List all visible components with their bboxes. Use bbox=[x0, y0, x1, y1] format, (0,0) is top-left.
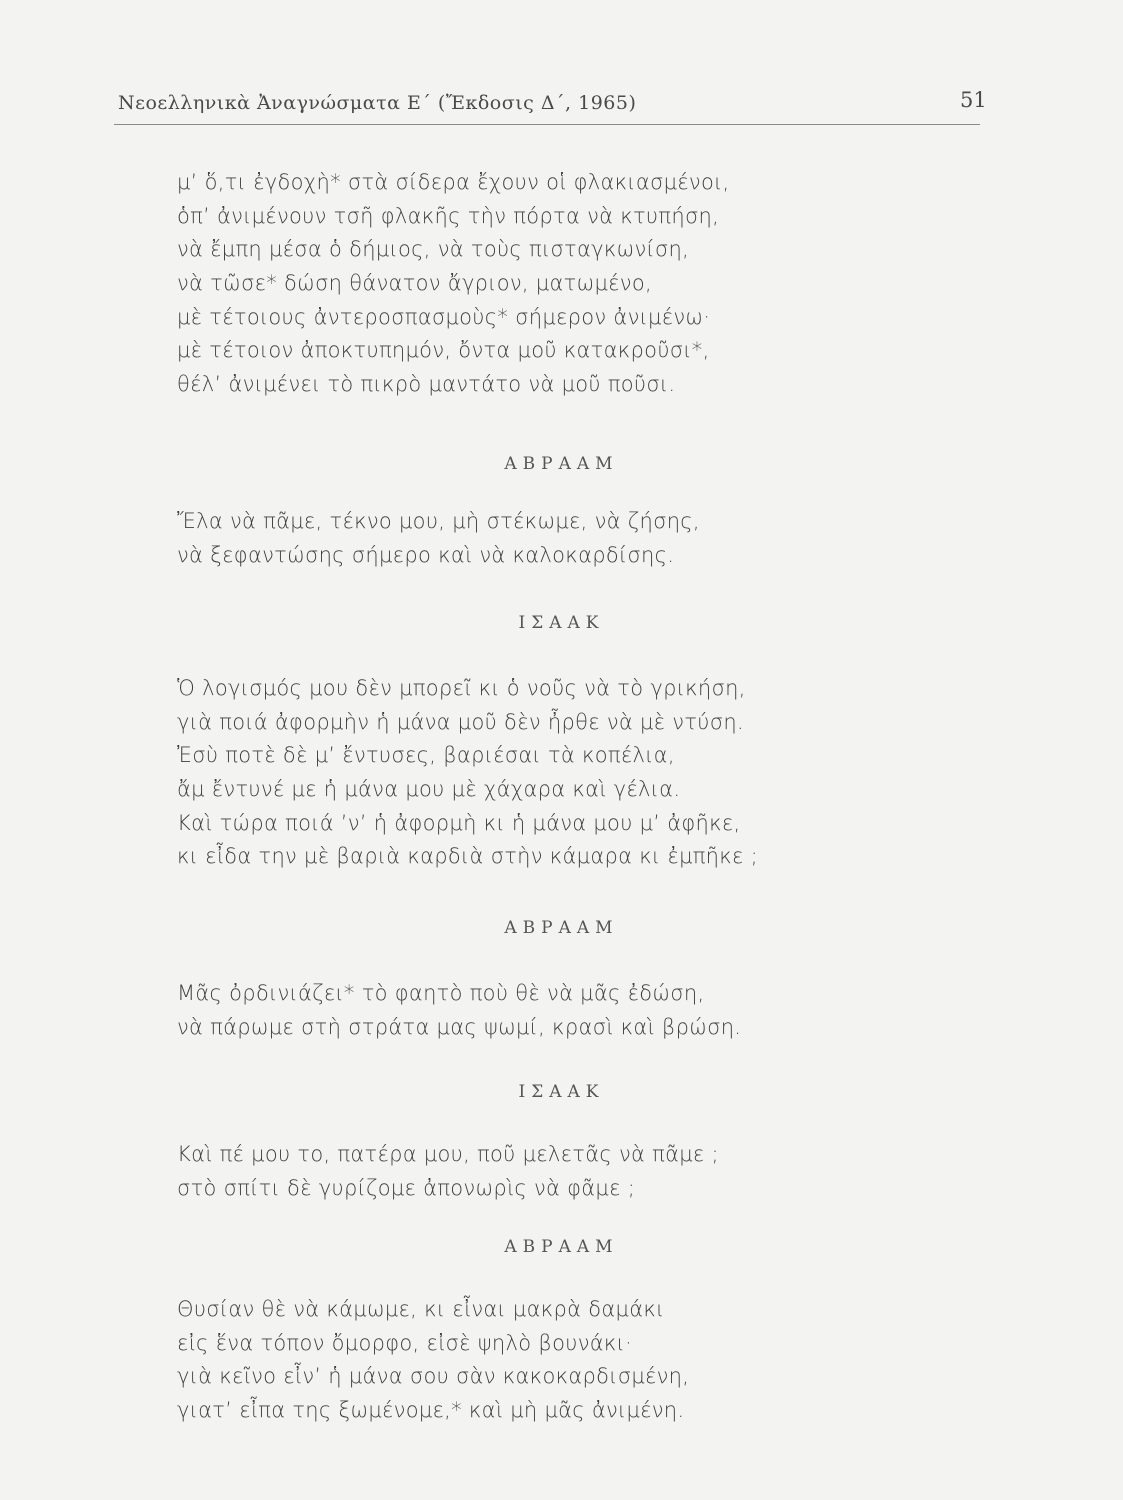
verse-line: Ἔλα νὰ πᾶμε, τέκνο μου, μὴ στέκωμε, νὰ ζήσης, bbox=[177, 509, 700, 533]
verse-line: μὲ τέτοιους ἀντεροσπασμοὺς* σήμερον ἀνιμένω· bbox=[177, 304, 711, 329]
verse-line: στὸ σπίτι δὲ γυρίζομε ἀπονωρὶς νὰ φᾶμε ; bbox=[177, 1175, 636, 1200]
speaker-heading: ΙΣΑΑΚ bbox=[518, 1082, 605, 1102]
verse-stanza-6 bbox=[0, 1293, 1123, 1428]
speaker-heading: ΑΒΡΑΑΜ bbox=[504, 918, 619, 938]
verse-line: θέλ’ ἀνιμένει τὸ πικρὸ μαντάτο νὰ μοῦ ποῦσι. bbox=[177, 372, 676, 397]
running-title: Νεοελληνικὰ Ἀναγνώσματα Ε΄ (Ἔκδοσις Δ΄, 1965) bbox=[118, 92, 637, 114]
verse-line: Θυσίαν θὲ νὰ κάμωμε, κι εἶναι μακρὰ δαμάκι bbox=[177, 1297, 665, 1321]
verse-line: μ’ ὅ,τι ἐγδοχὴ* στὰ σίδερα ἔχουν οἱ φλακιασμένοι, bbox=[177, 170, 730, 194]
verse-line: γιὰ κεῖνο εἶν’ ἡ μάνα σου σὰν κακοκαρδισμένη, bbox=[177, 1364, 690, 1389]
verse-line: μὲ τέτοιον ἀποκτυπημόν, ὄντα μοῦ κατακροῦσι*, bbox=[177, 338, 710, 363]
verse-line: ἄμ ἔντυνέ με ἡ μάνα μου μὲ χάχαρα καὶ γέλια. bbox=[177, 777, 681, 802]
verse-line: Ὁ λογισμός μου δὲν μπορεῖ κι ὁ νοῦς νὰ τὸ γρικήση, bbox=[177, 676, 746, 700]
speaker-heading: ΙΣΑΑΚ bbox=[518, 613, 605, 633]
speaker-heading: ΑΒΡΑΑΜ bbox=[504, 454, 619, 474]
verse-line: Καὶ πέ μου το, πατέρα μου, ποῦ μελετᾶς νὰ πᾶμε ; bbox=[177, 1142, 719, 1166]
verse-line: νὰ τῶσε* δώση θάνατον ἄγριον, ματωμένο, bbox=[177, 271, 652, 296]
verse-line: νὰ ξεφαντώσης σήμερο καὶ νὰ καλοκαρδίσης. bbox=[177, 542, 675, 567]
verse-line: ὁπ’ ἀνιμένουν τσῆ φλακῆς τὴν πόρτα νὰ κτυπήση, bbox=[177, 203, 720, 228]
verse-line: γιὰ ποιά ἀφορμὴν ἡ μάνα μοῦ δὲν ἦρθε νὰ μὲ ντύση. bbox=[177, 709, 744, 734]
verse-line: Ἐσὺ ποτὲ δὲ μ’ ἔντυσες, βαριέσαι τὰ κοπέλια, bbox=[177, 743, 675, 768]
speaker-heading: ΑΒΡΑΑΜ bbox=[504, 1237, 619, 1257]
verse-line: εἰς ἕνα τόπον ὄμορφο, εἰσὲ ψηλὸ βουνάκι· bbox=[177, 1330, 633, 1355]
verse-line: κι εἶδα την μὲ βαριὰ καρδιὰ στὴν κάμαρα κι ἐμπῆκε ; bbox=[177, 844, 759, 869]
page-number: 51 bbox=[960, 88, 987, 112]
verse-stanza-2 bbox=[0, 505, 1123, 572]
verse-line: γιατ’ εἶπα της ξωμένομε,* καὶ μὴ μᾶς ἀνιμένη. bbox=[177, 1398, 685, 1423]
verse-line: νὰ πάρωμε στὴ στράτα μας ψωμί, κρασὶ καὶ βρώση. bbox=[177, 1014, 742, 1039]
verse-stanza-5 bbox=[0, 1138, 1123, 1205]
verse-line: νὰ ἔμπη μέσα ὁ δήμιος, νὰ τοὺς πισταγκωνίση, bbox=[177, 237, 690, 262]
verse-line: Καὶ τώρα ποιά ’ν’ ἡ ἀφορμὴ κι ἡ μάνα μου μ’ ἀφῆκε, bbox=[177, 810, 741, 835]
verse-stanza-1 bbox=[0, 166, 1123, 402]
header-rule bbox=[114, 124, 980, 125]
verse-stanza-4 bbox=[0, 977, 1123, 1044]
verse-line: Μᾶς ὀρδινιάζει* τὸ φαητὸ ποὺ θὲ νὰ μᾶς ἐδώση, bbox=[177, 981, 705, 1005]
verse-stanza-3 bbox=[0, 672, 1123, 874]
